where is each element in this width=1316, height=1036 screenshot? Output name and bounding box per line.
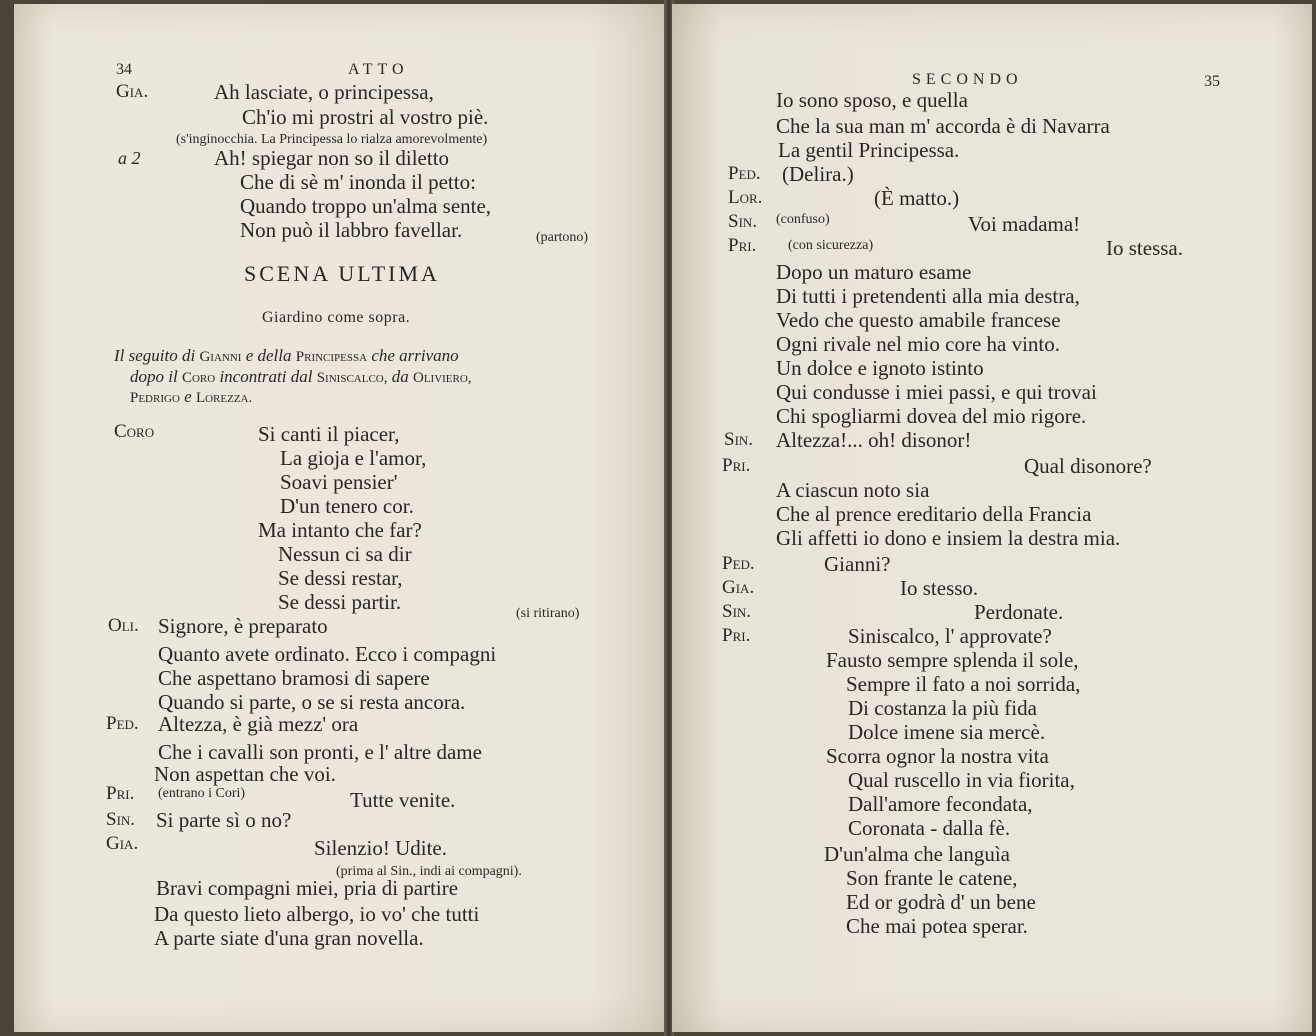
stage-direction: (confuso)	[776, 212, 830, 227]
verse-line: Che aspettano bramosi di sapere	[158, 666, 430, 690]
verse-line: D'un'alma che languìa	[824, 842, 1010, 866]
stage-direction: (prima al Sin., indi ai compagni).	[336, 864, 522, 879]
verse-line: Bravi compagni miei, pria di partire	[156, 876, 459, 900]
speaker-label: Oli.	[108, 615, 139, 636]
verse-line: Ah lasciate, o principessa,	[214, 80, 434, 104]
speaker-label: Gia.	[116, 81, 149, 102]
speaker-label: Sin.	[722, 601, 752, 622]
verse-line: Si parte sì o no?	[156, 808, 292, 832]
speaker-label: Pri.	[728, 235, 757, 256]
scene-setting: Giardino come sopra.	[262, 309, 411, 326]
verse-line: Scorra ognor la nostra vita	[826, 744, 1049, 768]
verse-line: Ogni rivale nel mio core ha vinto.	[776, 332, 1061, 356]
verse-line: Ch'io mi prostri al vostro piè.	[242, 105, 489, 129]
speaker-label: Gia.	[106, 833, 139, 854]
scene-heading: SCENA ULTIMA	[244, 261, 440, 286]
verse-line: Io stessa.	[1106, 236, 1183, 260]
stage-direction: (con sicurezza)	[788, 238, 874, 253]
verse-line: Fausto sempre splenda il sole,	[826, 648, 1079, 672]
verse-line: Altezza, è già mezz' ora	[158, 712, 359, 736]
scene-description: dopo il Coro incontrati dal Siniscalco, da Oliviero,	[130, 367, 472, 386]
speaker-label: Pri.	[106, 783, 135, 804]
verse-line: Sempre il fato a noi sorrida,	[846, 672, 1081, 696]
scene-description: Pedrigo e Lorezza.	[130, 387, 253, 406]
verse-line: Vedo che questo amabile francese	[776, 308, 1061, 332]
verse-line: Non aspettan che voi.	[154, 762, 336, 786]
verse-line: Quando troppo un'alma sente,	[240, 194, 492, 218]
speaker-label: Lor.	[728, 187, 763, 208]
right-page	[672, 4, 1312, 1032]
verse-line: Altezza!... oh! disonor!	[776, 428, 972, 452]
scene-description: Il seguito di Gianni e della Principessa che arrivano	[114, 346, 459, 365]
verse-line: Coronata - dalla fè.	[848, 816, 1011, 840]
speaker-label: Ped.	[106, 713, 139, 734]
verse-line: Non può il labbro favellar.	[240, 218, 463, 242]
verse-line: Un dolce e ignoto istinto	[776, 356, 984, 380]
verse-line: La gioja e l'amor,	[280, 446, 427, 470]
verse-line: Tutte venite.	[350, 788, 456, 812]
verse-line: Se dessi partir.	[278, 590, 402, 614]
speaker-label: Gia.	[722, 577, 755, 598]
page-number: 35	[1204, 73, 1220, 90]
stage-direction: (si ritirano)	[516, 606, 580, 621]
verse-line: Quanto avete ordinato. Ecco i compagni	[158, 642, 497, 666]
running-head: ATTO	[348, 61, 409, 78]
verse-line: Ed or godrà d' un bene	[846, 890, 1036, 914]
stage-direction: (partono)	[536, 230, 589, 245]
running-head: SECONDO	[912, 71, 1023, 88]
stage-direction: (entrano i Cori)	[158, 786, 246, 801]
verse-line: Soavi pensier'	[280, 470, 398, 494]
verse-line: Dolce imene sia mercè.	[848, 720, 1046, 744]
verse-line: Io sono sposo, e quella	[776, 88, 968, 112]
verse-line: Gli affetti io dono e insiem la destra mia.	[776, 526, 1121, 550]
verse-line: Che di sè m' inonda il petto:	[240, 170, 476, 194]
verse-line: Quando si parte, o se si resta ancora.	[158, 690, 466, 714]
verse-line: Signore, è preparato	[158, 614, 328, 638]
verse-line: Che la sua man m' accorda è di Navarra	[776, 114, 1110, 138]
verse-line: Ah! spiegar non so il diletto	[214, 146, 450, 170]
verse-line: Nessun ci sa dir	[278, 542, 412, 566]
verse-line: Chi spogliarmi dovea del mio rigore.	[776, 404, 1087, 428]
speaker-label: Sin.	[728, 211, 758, 232]
verse-line: Qui condusse i miei passi, e qui trovai	[776, 380, 1097, 404]
verse-line: Qual ruscello in via fiorita,	[848, 768, 1075, 792]
speaker-label: Sin.	[106, 809, 136, 830]
speaker-label: Ped.	[722, 553, 755, 574]
verse-line: Perdonate.	[974, 600, 1064, 624]
verse-line: Che mai potea sperar.	[846, 914, 1028, 938]
speaker-label: Sin.	[724, 429, 754, 450]
speaker-label: Ped.	[728, 163, 761, 184]
stage-direction: (s'inginocchia. La Principessa lo rialza amorevolmente)	[176, 132, 488, 147]
verse-line: A ciascun noto sia	[776, 478, 930, 502]
verse-line: Che i cavalli son pronti, e l' altre dame	[158, 740, 482, 764]
verse-line: Ma intanto che far?	[258, 518, 422, 542]
verse-line: La gentil Principessa.	[778, 138, 960, 162]
verse-line: Silenzio! Udite.	[314, 836, 447, 860]
speaker-label: a 2	[118, 148, 141, 168]
speaker-label: Pri.	[722, 455, 751, 476]
verse-line: Dopo un maturo esame	[776, 260, 972, 284]
verse-line: A parte siate d'una gran novella.	[154, 926, 424, 950]
verse-line: Qual disonore?	[1024, 454, 1152, 478]
verse-line: Son frante le catene,	[846, 866, 1018, 890]
page-number: 34	[116, 61, 132, 78]
verse-line: Siniscalco, l' approvate?	[848, 624, 1052, 648]
verse-line: Di tutti i pretendenti alla mia destra,	[776, 284, 1080, 308]
verse-line: D'un tenero cor.	[280, 494, 414, 518]
speaker-label: Pri.	[722, 625, 751, 646]
verse-line: Da questo lieto albergo, io vo' che tutti	[154, 902, 480, 926]
verse-line: Gianni?	[824, 552, 891, 576]
verse-line: (Delira.)	[782, 162, 854, 186]
speaker-label: Coro	[114, 421, 155, 442]
verse-line: Dall'amore fecondata,	[848, 792, 1033, 816]
verse-line: Voi madama!	[968, 212, 1081, 236]
verse-line: Di costanza la più fida	[848, 696, 1037, 720]
verse-line: (È matto.)	[874, 186, 960, 210]
left-page	[14, 4, 666, 1032]
verse-line: Si canti il piacer,	[258, 422, 400, 446]
verse-line: Che al prence ereditario della Francia	[776, 502, 1092, 526]
verse-line: Io stesso.	[900, 576, 979, 600]
verse-line: Se dessi restar,	[278, 566, 403, 590]
